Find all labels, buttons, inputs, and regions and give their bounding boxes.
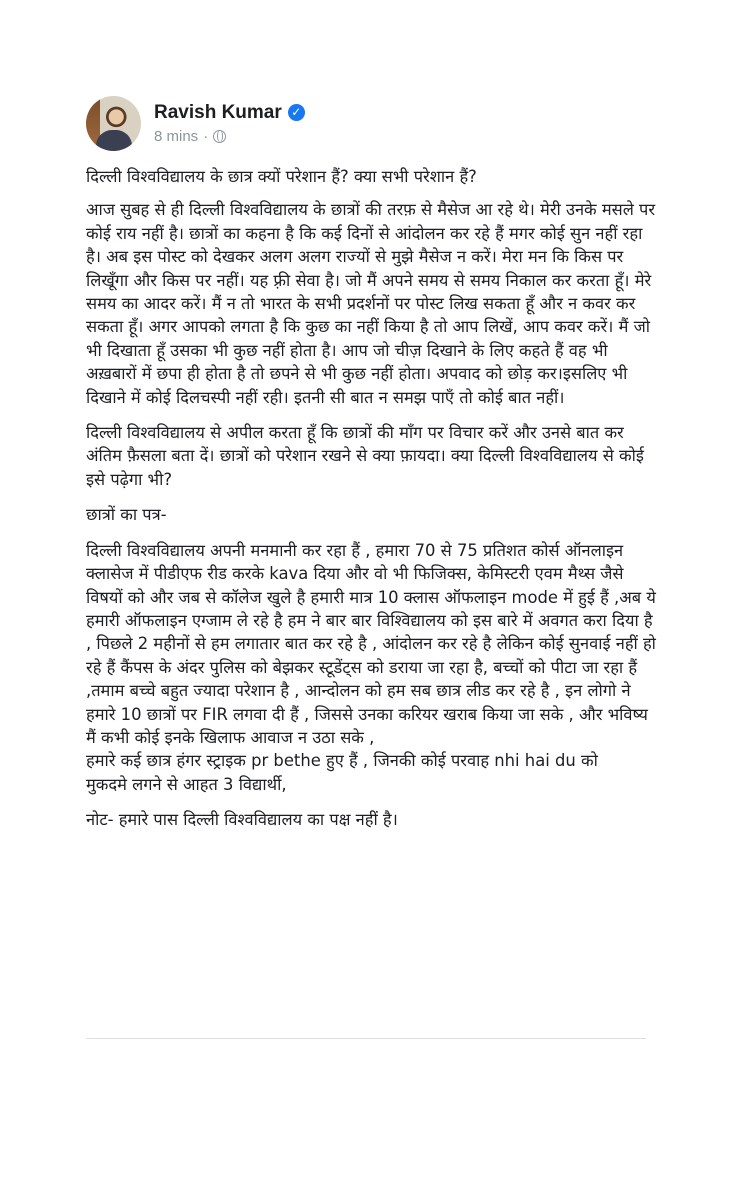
post-meta: [154, 102, 305, 145]
avatar[interactable]: [86, 96, 141, 151]
post-timestamp[interactable]: 8 mins: [154, 127, 199, 145]
post-subinfo: [154, 128, 305, 145]
verified-badge-icon: ✓: [288, 104, 305, 121]
post-body: [86, 165, 661, 832]
name-row: [154, 102, 305, 124]
post-card: [86, 95, 661, 844]
post-title: दिल्ली विश्वविद्यालय के छात्र क्यों परेशान हैं? क्या सभी परेशान हैं?: [86, 167, 477, 186]
post-paragraph: आज सुबह से ही दिल्ली विश्वविद्यालय के छात्रों की तरफ़ से मैसेज आ रहे थे। मेरी उनके मसले पर कोई राय नहीं है। छात्रों का कहना है कि कई दिनों से आंदोलन कर रहे हैं मगर कोई सुन नहीं रहा है। अब इस पोस्ट को देखकर अलग अलग राज्यों से मुझे मैसेज न करें। मेरा मन कि किस पर लिखूँगा और किस पर नहीं। यह फ़्री सेवा है। जो मैं अपने समय से समय निकाल कर करता हूँ। मेरे समय का आदर करें। मैं न तो भारत के सभी प्रदर्शनों पर पोस्ट लिख सकता हूँ और न कवर कर सकता हूँ। अगर आपको लगता है कि कुछ का नहीं किया है तो आप लिखें, आप कवर करें। मैं जो भी दिखाता हूँ उसका भी कुछ नहीं होता है। आप जो चीज़ दिखाने के लिए कहते हैं वह भी अख़बारों में छपा ही होता है तो छपने से भी कुछ नहीं होता। अपवाद को छोड़ कर।इसलिए भी दिखाने में कोई दिलचस्पी नहीं रही। इतनी सी बात न समझ पाएँ तो कोई बात नहीं।: [86, 200, 656, 407]
globe-icon[interactable]: [213, 130, 226, 143]
post-header: [86, 95, 661, 151]
post-paragraph: नोट- हमारे पास दिल्ली विश्वविद्यालय का पक्ष नहीं है।: [86, 810, 398, 830]
post-paragraph: छात्रों का पत्र-: [86, 505, 167, 525]
post-divider: [86, 1038, 646, 1039]
author-name[interactable]: Ravish Kumar: [154, 101, 282, 123]
separator-dot: ·: [203, 127, 209, 145]
post-paragraph: दिल्ली विश्वविद्यालय से अपील करता हूँ कि छात्रों की माँग पर विचार करें और उनसे बात कर अंतिम फ़ैसला बता दें। छात्रों को परेशान रखने से क्या फ़ायदा। क्या दिल्ली विश्वविद्यालय से कोई इसे पढ़ेगा भी?: [86, 423, 644, 489]
post-paragraph: दिल्ली विश्वविद्यालय अपनी मनमानी कर रहा हैं , हमारा 70 से 75 प्रतिशत कोर्स ऑनलाइन क्लासेज में पीडीएफ रीड करके kava दिया और वो भी फिजिक्स, केमिस्टरी एवम मैथ्स जैसे विषयों को और जब से कॉलेज खुले है हमारी मात्र 10 क्लास ऑफलाइन mode में हुई हैं ,अब ये हमारी ऑफलाइन एग्जाम ले रहे है हम ने बार बार विश्विद्यालय को इस बारे में अवगत करा दिया है , पिछले 2 महीनों से हम लगातार बात कर रहे है , आंदोलन कर रहे है लेकिन कोई सुनवाई नहीं हो रहे हैं कैंपस के अंदर पुलिस को बेझकर स्टूडेंट्स को डराया जा रहा है, बच्चों को पीटा जा रहा हैं ,तमाम बच्चे बहुत ज्यादा परेशान है , आन्दोलन को हम सब छात्र लीड कर रहे है , इन लोगो ने हमारे 10 छात्रों पर FIR लगवा दी हैं , जिससे उनका करियर खराब किया जा सके , और भविष्य मैं कभी कोई इनके खिलाफ आवाज न उठा सके , हमारे कई छात्र हंगर स्ट्राइक pr bethe हुए हैं , जिनकी कोई परवाह nhi hai du को मुकदमे लगने से आहत 3 विद्यार्थी,: [86, 540, 656, 794]
avatar-figure: [96, 130, 132, 151]
